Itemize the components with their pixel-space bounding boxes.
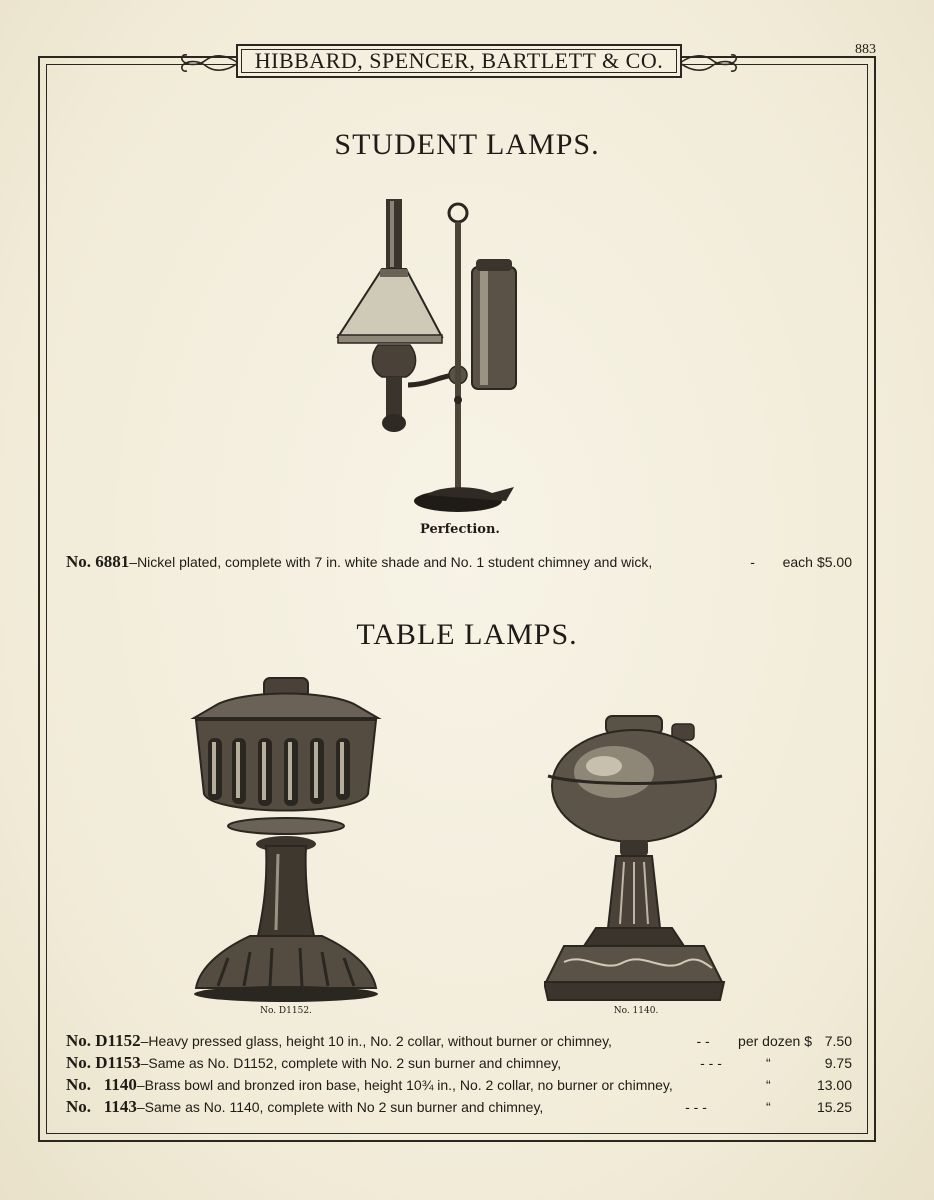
item-number: No. D1152: [66, 1031, 141, 1050]
item-price: 9.75: [824, 1055, 852, 1071]
item-unit: “: [766, 1099, 771, 1115]
leader-dots: - - -: [700, 1055, 722, 1071]
brass-bowl-lamp-illustration: [544, 712, 726, 1008]
item-price: 7.50: [824, 1033, 852, 1049]
item-number: No. D1153: [66, 1053, 141, 1072]
item-description: –Brass bowl and bronzed iron base, height 10¾ in., No. 2 collar, no burner or chimney,: [136, 1077, 673, 1093]
price-line-1143: [66, 1097, 852, 1117]
item-unit: “: [766, 1055, 771, 1071]
company-name: HIBBARD, SPENCER, BARTLETT & CO.: [254, 48, 664, 73]
item-description: –Same as No. 1140, complete with No 2 sun burner and chimney,: [136, 1099, 544, 1115]
leader-dots: -: [750, 554, 755, 570]
item-price: $5.00: [816, 554, 852, 570]
leader-dots: - -: [696, 1033, 710, 1049]
student-lamp-caption: Perfection.: [420, 522, 500, 537]
pressed-glass-lamp-caption: No. D1152.: [260, 1006, 312, 1016]
company-header: [236, 44, 682, 78]
item-unit: each: [782, 554, 813, 570]
right-scroll-ornament: [680, 50, 742, 76]
left-scroll-ornament: [176, 50, 238, 76]
item-number: No. 1143: [66, 1097, 137, 1116]
student-lamps-title: STUDENT LAMPS.: [334, 128, 600, 161]
pressed-glass-lamp-illustration: [188, 676, 384, 1006]
item-number: No. 1140: [66, 1075, 137, 1094]
item-price: 13.00: [816, 1077, 852, 1093]
leader-dots: - - -: [685, 1099, 707, 1115]
brass-bowl-lamp-caption: No. 1140.: [613, 1006, 659, 1016]
price-line-d1153: [66, 1053, 852, 1073]
item-unit: per dozen $: [738, 1033, 812, 1049]
price-line-6881: [66, 552, 852, 572]
price-line-d1152: [66, 1031, 852, 1051]
item-price: 15.25: [816, 1099, 852, 1115]
student-lamp-illustration: [330, 195, 530, 517]
page-number: 883: [855, 42, 876, 57]
item-unit: “: [766, 1077, 771, 1093]
item-description: –Heavy pressed glass, height 10 in., No. 2 collar, without burner or chimney,: [140, 1033, 612, 1049]
item-number: No. 6881: [66, 552, 130, 571]
item-description: –Nickel plated, complete with 7 in. white shade and No. 1 student chimney and wick,: [129, 554, 653, 570]
price-line-1140: [66, 1075, 852, 1095]
item-description: –Same as No. D1152, complete with No. 2 sun burner and chimney,: [140, 1055, 562, 1071]
table-lamps-title: TABLE LAMPS.: [356, 618, 578, 651]
